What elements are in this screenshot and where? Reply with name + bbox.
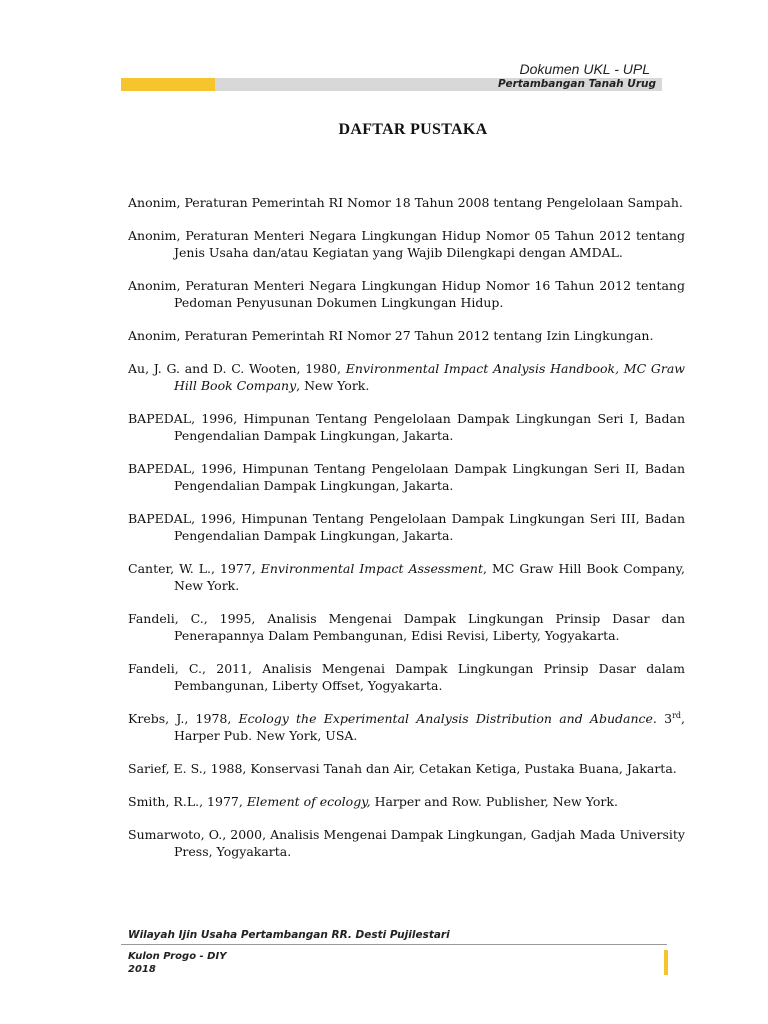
reference-text: , Harper Pub. New York, USA.	[174, 711, 685, 743]
reference-entry	[128, 760, 685, 777]
reference-title: Environmental Impact Analysis Handbook, MC Graw Hill Book Company	[174, 361, 685, 393]
footer-accent-bar	[664, 950, 668, 975]
footer-line-3: 2018	[128, 964, 156, 975]
reference-text: Au, J. G. and D. C. Wooten, 1980,	[128, 361, 346, 376]
reference-superscript: rd	[672, 710, 682, 720]
reference-entry	[128, 227, 685, 261]
reference-entry	[128, 793, 685, 810]
reference-title: Element of ecology,	[246, 794, 371, 809]
reference-text: , MC Graw Hill Book Company, New York.	[174, 561, 685, 593]
reference-text: BAPEDAL, 1996, Himpunan Tentang Pengelolaan Dampak Lingkungan Seri I, Badan Pengendalian Dampak Lingkungan, Jakarta.	[128, 411, 685, 443]
footer-line-2: Kulon Progo - DIY	[128, 951, 227, 962]
footer-rule	[121, 944, 667, 945]
footer-line-1: Wilayah Ijin Usaha Pertambangan RR. Desti Pujilestari	[128, 929, 450, 941]
reference-entry	[128, 277, 685, 311]
reference-text: Anonim, Peraturan Menteri Negara Lingkungan Hidup Nomor 16 Tahun 2012 tentang Pedoman Penyusunan Dokumen Lingkungan Hidup.	[128, 278, 685, 310]
reference-entry	[128, 710, 685, 744]
reference-text: Canter, W. L., 1977,	[128, 561, 261, 576]
reference-entry	[128, 826, 685, 860]
reference-entry	[128, 610, 685, 644]
reference-title: Environmental Impact Assessment	[260, 561, 483, 576]
reference-entry	[128, 510, 685, 544]
reference-text: Anonim, Peraturan Pemerintah RI Nomor 18 Tahun 2008 tentang Pengelolaan Sampah.	[128, 195, 683, 210]
reference-title: Ecology the Experimental Analysis Distribution and Abudance.	[238, 711, 657, 726]
reference-entry	[128, 560, 685, 594]
reference-text: Sarief, E. S., 1988, Konservasi Tanah dan Air, Cetakan Ketiga, Pustaka Buana, Jakarta.	[128, 761, 677, 776]
reference-text: Fandeli, C., 1995, Analisis Mengenai Dampak Lingkungan Prinsip Dasar dan Penerapannya Dalam Pembangunan, Edisi Revisi, Liberty, Yogyakarta.	[128, 611, 685, 643]
reference-text: Smith, R.L., 1977,	[128, 794, 247, 809]
header-title: Dokumen UKL - UPL	[519, 61, 650, 77]
reference-text: , New York.	[296, 378, 370, 393]
reference-text: 3	[656, 711, 673, 726]
reference-text: Sumarwoto, O., 2000, Analisis Mengenai Dampak Lingkungan, Gadjah Mada University Press, Yogyakarta.	[128, 827, 685, 859]
reference-text: Harper and Row. Publisher, New York.	[370, 794, 618, 809]
reference-entry	[128, 360, 685, 394]
page-heading: DAFTAR PUSTAKA	[338, 121, 488, 138]
reference-entry	[128, 410, 685, 444]
reference-entry	[128, 660, 685, 694]
reference-text: BAPEDAL, 1996, Himpunan Tentang Pengelolaan Dampak Lingkungan Seri II, Badan Pengendalian Dampak Lingkungan, Jakarta.	[128, 461, 685, 493]
reference-list	[128, 194, 685, 876]
reference-entry	[128, 460, 685, 494]
reference-text: BAPEDAL, 1996, Himpunan Tentang Pengelolaan Dampak Lingkungan Seri III, Badan Pengendalian Dampak Lingkungan, Jakarta.	[128, 511, 685, 543]
reference-text: Fandeli, C., 2011, Analisis Mengenai Dampak Lingkungan Prinsip Dasar dalam Pembangunan, Liberty Offset, Yogyakarta.	[128, 661, 685, 693]
reference-text: Anonim, Peraturan Pemerintah RI Nomor 27 Tahun 2012 tentang Izin Lingkungan.	[128, 328, 654, 343]
reference-entry	[128, 194, 685, 211]
reference-text: Krebs, J., 1978,	[128, 711, 239, 726]
reference-entry	[128, 327, 685, 344]
header-subtitle: Pertambangan Tanah Urug	[498, 78, 656, 90]
header-accent-bar	[121, 78, 215, 91]
reference-text: Anonim, Peraturan Menteri Negara Lingkungan Hidup Nomor 05 Tahun 2012 tentang Jenis Usaha dan/atau Kegiatan yang Wajib Dilengkapi dengan AMDAL.	[128, 228, 685, 260]
